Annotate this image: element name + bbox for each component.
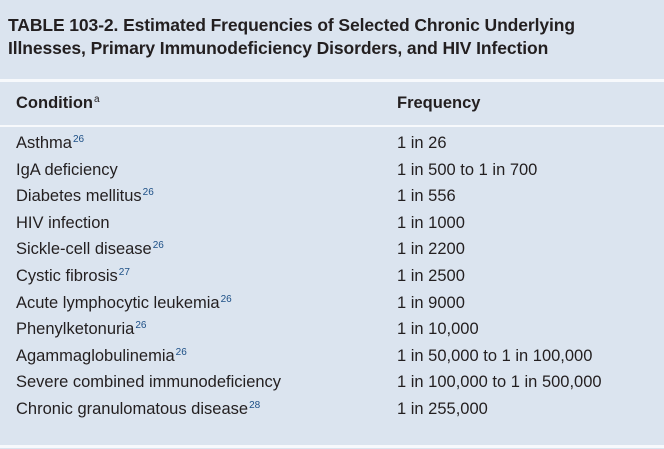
frequency-cell: 1 in 2200 xyxy=(397,240,465,259)
condition-name: Agammaglobulinemia xyxy=(16,346,175,365)
reference-link[interactable]: 26 xyxy=(175,346,187,358)
reference-link[interactable]: 28 xyxy=(249,399,261,411)
table-row xyxy=(0,369,664,396)
reference-link[interactable]: 27 xyxy=(118,266,130,278)
bottom-rule xyxy=(0,445,664,448)
header-row xyxy=(0,82,664,125)
frequency-cell: 1 in 50,000 to 1 in 100,000 xyxy=(397,346,593,365)
condition-cell xyxy=(16,185,154,207)
table-row xyxy=(0,210,664,237)
table-title: TABLE 103-2. Estimated Frequencies of Selected Chronic Underlying Illnesses, Primary Immunodeficiency Disorders, and HIV Infection xyxy=(8,15,575,58)
table-body xyxy=(0,130,664,423)
condition-name: Severe combined immunodeficiency xyxy=(16,373,282,392)
condition-cell xyxy=(16,318,146,340)
condition-cell xyxy=(16,371,281,393)
frequency-cell: 1 in 10,000 xyxy=(397,320,479,339)
table-row xyxy=(0,157,664,184)
table-row xyxy=(0,130,664,157)
condition-cell xyxy=(16,345,187,367)
condition-cell xyxy=(16,292,232,314)
frequency-cell: 1 in 100,000 to 1 in 500,000 xyxy=(397,373,602,392)
condition-cell xyxy=(16,212,110,234)
condition-cell xyxy=(16,132,84,154)
table-row xyxy=(0,263,664,290)
condition-cell xyxy=(16,265,130,287)
condition-name: IgA deficiency xyxy=(16,160,118,179)
condition-name: Acute lymphocytic leukemia xyxy=(16,293,220,312)
header-rule xyxy=(0,125,664,127)
reference-link[interactable]: 26 xyxy=(142,187,154,199)
table-row xyxy=(0,290,664,317)
frequency-cell: 1 in 500 to 1 in 700 xyxy=(397,160,538,179)
reference-link[interactable]: 26 xyxy=(152,240,164,252)
frequency-cell: 1 in 556 xyxy=(397,187,456,206)
table-row xyxy=(0,236,664,263)
condition-name: Sickle-cell disease xyxy=(16,240,152,259)
frequency-cell: 1 in 9000 xyxy=(397,293,465,312)
header-condition-label: Condition xyxy=(16,94,93,112)
condition-name: HIV infection xyxy=(16,213,110,232)
reference-link[interactable]: 26 xyxy=(135,320,147,332)
table-row xyxy=(0,316,664,343)
frequency-cell: 1 in 2500 xyxy=(397,266,465,285)
table-row xyxy=(0,343,664,370)
condition-cell xyxy=(16,398,260,420)
frequency-cell: 1 in 26 xyxy=(397,134,447,152)
condition-name: Chronic granulomatous disease xyxy=(16,399,249,418)
header-footnote-marker: a xyxy=(93,94,100,105)
condition-cell xyxy=(16,238,164,260)
table-row xyxy=(0,396,664,423)
reference-link[interactable]: 26 xyxy=(220,293,232,305)
header-condition xyxy=(16,93,100,113)
table-row xyxy=(0,183,664,210)
condition-name: Diabetes mellitus xyxy=(16,187,142,206)
reference-link[interactable]: 26 xyxy=(72,134,85,145)
condition-name: Asthma xyxy=(16,134,72,152)
condition-cell xyxy=(16,159,118,181)
header-frequency: Frequency xyxy=(397,94,481,112)
frequency-cell: 1 in 255,000 xyxy=(397,399,488,418)
frequency-cell: 1 in 1000 xyxy=(397,213,465,232)
condition-name: Cystic fibrosis xyxy=(16,266,118,285)
condition-name: Phenylketonuria xyxy=(16,320,135,339)
